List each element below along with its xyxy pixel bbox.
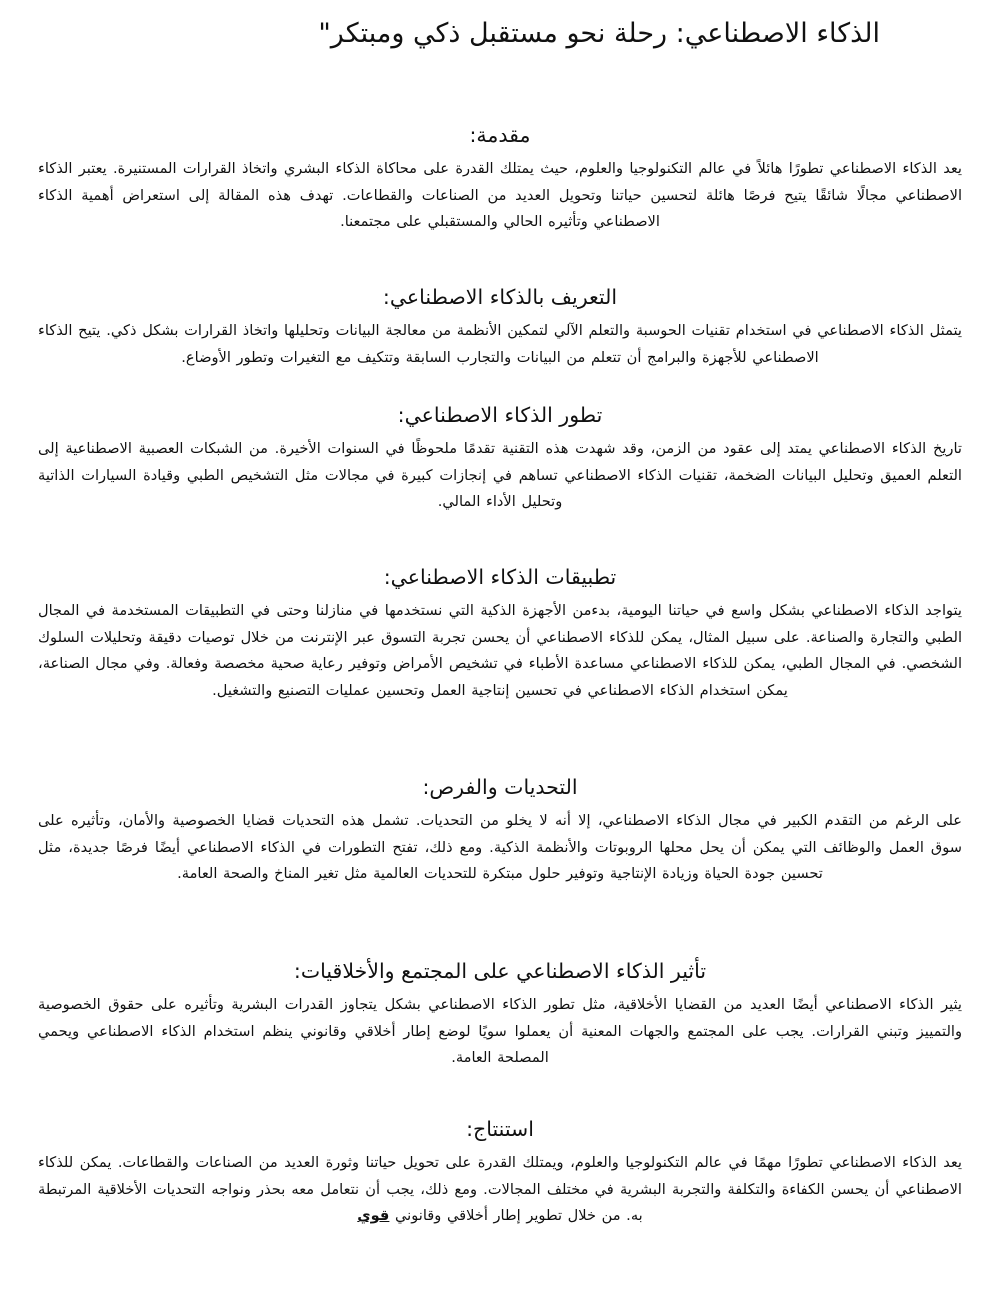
section-paragraph: يتمثل الذكاء الاصطناعي في استخدام تقنيات الحوسبة والتعلم الآلي لتمكين الأنظمة من معالجة البيانات وتحليلها واتخاذ القرارات بشكل ذكي. يتيح الذكاء الاصطناعي للأجهزة والبرامج أن تتعلم من البيانات والتجارب السابقة وتتكيف مع التغيرات وتطور الأوضاع. [38, 322, 962, 366]
section-challenges [38, 772, 962, 888]
section-heading: تطور الذكاء الاصطناعي: [397, 403, 603, 427]
section-heading: التحديات والفرص: [422, 775, 578, 799]
section-paragraph: يثير الذكاء الاصطناعي أيضًا العديد من القضايا الأخلاقية، مثل تطور الذكاء الاصطناعي بشكل يتجاوز القدرات البشرية وتأثيره على حقوق الخصوصية والتمييز وتبني القرارات. يجب على المجتمع والجهات المعنية أن يعملوا سويًا لوضع إطار أخلاقي وقانوني ينظم استخدام الذكاء الاصطناعي ويحمي المصلحة العامة. [38, 996, 962, 1066]
section-heading: تأثير الذكاء الاصطناعي على المجتمع والأخلاقيات: [293, 959, 707, 983]
section-conclusion [38, 1114, 962, 1230]
section-heading: مقدمة: [469, 123, 531, 147]
section-ethics [38, 956, 962, 1072]
section-applications [38, 562, 962, 704]
section-paragraph: يعد الذكاء الاصطناعي تطورًا هائلاً في عالم التكنولوجيا والعلوم، حيث يمتلك القدرة على محاكاة الذكاء البشري واتخاذ القرارات المستنيرة. يعتبر الذكاء الاصطناعي مجالًا شائقًا يتيح فرصًا هائلة لتحسين حياتنا وتحويل العديد من الصناعات والقطاعات. تهدف هذه المقالة إلى استعراض أهمية الذكاء الاصطناعي وتأثيره الحالي والمستقبلي على مجتمعنا. [38, 160, 962, 230]
section-evolution [38, 400, 962, 516]
section-paragraph: على الرغم من التقدم الكبير في مجال الذكاء الاصطناعي، إلا أنه لا يخلو من التحديات. تشمل هذه التحديات قضايا الخصوصية والأمان، وتأثيره على سوق العمل والوظائف التي يمكن أن يحل محلها الروبوتات والأنظمة الذكية. ومع ذلك، تفتح التطورات في الذكاء الاصطناعي أيضًا فرصًا جديدة، مثل تحسين جودة الحياة وزيادة الإنتاجية وتوفير حلول مبتكرة للتحديات العالمية مثل تغير المناخ والصحة العامة. [38, 812, 962, 882]
section-definition [38, 282, 962, 371]
section-paragraph: يتواجد الذكاء الاصطناعي بشكل واسع في حياتنا اليومية، بدءمن الأجهزة الذكية التي نستخدمها في منازلنا وحتى في التطبيقات المستخدمة في المجال الطبي والتجارة والصناعة. على سبيل المثال، يمكن للذكاء الاصطناعي أن يحسن تجربة التسوق عبر الإنترنت من خلال توصيات دقيقة وتحليلات السلوك الشخصي. في المجال الطبي، يمكن للذكاء الاصطناعي مساعدة الأطباء في تشخيص الأمراض وتوفير رعاية صحية مخصصة وفعالة. وفي مجال الصناعة، يمكن استخدام الذكاء الاصطناعي في تحسين إنتاجية العمل وتحسين عمليات التصنيع والتشغيل. [38, 602, 962, 699]
section-heading: تطبيقات الذكاء الاصطناعي: [383, 565, 617, 589]
section-paragraph: تاريخ الذكاء الاصطناعي يمتد إلى عقود من الزمن، وقد شهدت هذه التقنية تقدمًا ملحوظًا في السنوات الأخيرة. من الشبكات العصبية الاصطناعية إلى التعلم العميق وتحليل البيانات الضخمة، تقنيات الذكاء الاصطناعي تساهم في إنجازات كبيرة في مجالات مثل التشخيص الطبي وقيادة السيارات الذاتية وتحليل الأداء المالي. [38, 440, 962, 510]
section-paragraph [38, 1150, 962, 1230]
emphasized-word: قوي [357, 1207, 390, 1224]
section-heading: التعريف بالذكاء الاصطناعي: [382, 285, 618, 309]
document-title: الذكاء الاصطناعي: رحلة نحو مستقبل ذكي ومبتكر" [318, 18, 880, 49]
conclusion-text: يعد الذكاء الاصطناعي تطورًا مهمًا في عالم التكنولوجيا والعلوم، ويمتلك القدرة على تحويل حياتنا وثورة العديد من الصناعات والقطاعات. يمكن للذكاء الاصطناعي أن يحسن الكفاءة والتكلفة والتجربة البشرية في مختلف المجالات. ومع ذلك، يجب أن نتعامل معه بحذر ونواجه التحديات الأخلاقية المرتبطة به. من خلال تطوير إطار أخلاقي وقانوني [38, 1154, 962, 1224]
section-heading: استنتاج: [466, 1117, 534, 1141]
section-introduction [38, 120, 962, 236]
